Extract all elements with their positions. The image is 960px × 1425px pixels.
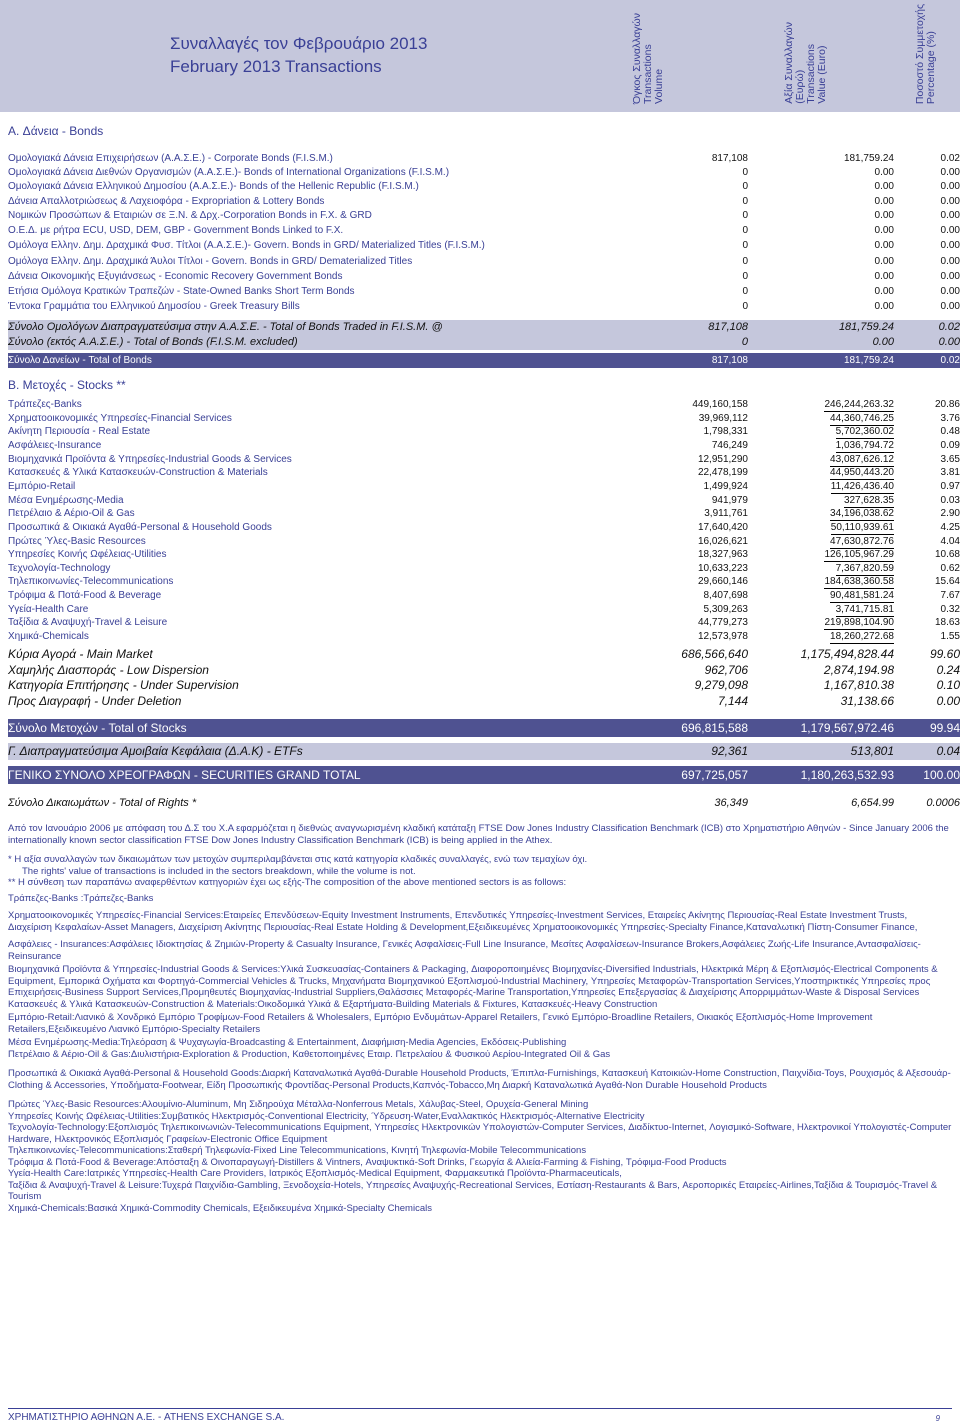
row-percentage: 3.65 — [940, 454, 960, 465]
row-volume: 0 — [742, 196, 748, 207]
row-label: Ασφάλειες-Insurance — [8, 440, 102, 451]
stock-sector-row — [8, 425, 960, 438]
row-percentage: 0.00 — [940, 181, 960, 192]
row-volume: 0 — [742, 210, 748, 221]
bonds-total-row — [8, 353, 960, 368]
stock-sector-row — [8, 575, 960, 588]
row-volume: 0 — [742, 286, 748, 297]
stock-sector-row — [8, 616, 960, 629]
stock-sector-row — [8, 535, 960, 548]
row-percentage: 0.00 — [938, 336, 960, 348]
sector-personal: Προσωπικά & Οικιακά Αγαθά-Personal & Household Goods:Διαρκή Καταναλωτικά Αγαθά-Durable Household Products, Έπιπλα-Furnishings, Κατασκευή Κατοικιών-Home Construction, Παιχνίδια-Toys, Ρουχισμός & Αξεσουάρ-Clothing & Accessories, Υποδήματα-Footwear, Είδη Προσωπικής Φροντίδας-Personal Products,Καπνός-Tobacco,Μη Διαρκή Καταναλωτικά Αγαθά-Non Durable Household Products — [8, 1068, 951, 1091]
row-percentage: 0.03 — [940, 495, 960, 506]
row-percentage: 0.97 — [940, 481, 960, 492]
row-percentage: 20.86 — [934, 399, 960, 410]
row-value: 2,874,194.98 — [823, 663, 894, 677]
row-percentage: 3.76 — [940, 413, 960, 424]
row-label: Σύνολο Δανείων - Total of Bonds — [8, 355, 152, 366]
row-value: 1,167,810.38 — [823, 678, 894, 692]
row-label: Υπηρεσίες Κοινής Ωφέλειας-Utilities — [8, 549, 167, 560]
row-volume: 44,779,273 — [697, 617, 748, 628]
row-volume: 817,108 — [711, 153, 748, 164]
row-value: 219,898,104.90 — [824, 617, 894, 628]
row-volume: 817,108 — [708, 321, 748, 333]
sector-chemicals: Χημικά-Chemicals:Βασικά Χημικά-Commodity Chemicals, Εξειδικευμένα Χημικά-Specialty Chemicals — [8, 1202, 432, 1214]
row-volume: 0 — [742, 256, 748, 267]
stock-sector-row — [8, 412, 960, 425]
stock-sector-row — [8, 521, 960, 534]
row-value: 0.00 — [874, 210, 894, 221]
bond-row — [8, 239, 960, 252]
page-title — [170, 32, 427, 78]
row-percentage: 7.67 — [940, 590, 960, 601]
row-volume: 0 — [742, 225, 748, 236]
row-percentage: 15.64 — [934, 576, 960, 587]
row-value: 31,138.66 — [840, 694, 894, 708]
row-value: 0.00 — [874, 167, 894, 178]
row-value: 5,702,360.02 — [835, 426, 894, 437]
row-percentage: 1.55 — [940, 631, 960, 642]
row-percentage: 0.62 — [940, 563, 960, 574]
row-volume: 0 — [742, 301, 748, 312]
footer-text: ΧΡΗΜΑΤΙΣΤΗΡΙΟ ΑΘΗΝΩΝ Α.Ε. - ATHENS EXCHANGE S.A. — [8, 1412, 285, 1423]
row-label: Χημικά-Chemicals — [8, 631, 89, 642]
bonds-traded-row — [8, 320, 960, 335]
row-percentage: 0.00 — [940, 167, 960, 178]
row-volume: 7,144 — [717, 694, 748, 708]
note-composition: ** Η σύνθεση των παραπάνω αναφερθέντων κατηγοριών έχει ως εξής-The composition of the above mentioned sectors is as follows: — [8, 877, 567, 888]
row-label: Γ. Διαπραγματεύσιμα Αμοιβαία Κεφάλαια (Δ.Α.Κ) - ETFs — [8, 744, 303, 758]
sector-health: Υγεία-Health Care:Ιατρικές Υπηρεσίες-Health Care Providers, Ιατρικός Εξοπλισμός-Medical Equipment, Φαρμακευτικά Προϊόντα-Pharmaceuticals, — [8, 1168, 622, 1179]
row-volume: 697,725,057 — [681, 768, 748, 782]
row-label: Ετήσια Ομόλογα Κρατικών Τραπεζών - State-Owned Banks Short Term Bonds — [8, 286, 355, 297]
row-value: 126,105,967.29 — [824, 549, 894, 560]
row-percentage: 2.90 — [940, 508, 960, 519]
stock-sector-row — [8, 494, 960, 507]
row-label: Τεχνολογία-Technology — [8, 563, 111, 574]
notes-block — [8, 823, 952, 1214]
row-volume: 10,633,223 — [697, 563, 748, 574]
sector-financial: Χρηματοοικονομικές Υπηρεσίες-Financial Services:Εταιρείες Επενδύσεων-Equity Investment Instruments, Επενδυτικές Υπηρεσίες-Investment Services, Εταιρείες Ακίνητης Περιουσίας-Real Estate Investment Trusts, Διαχείριση Κεφαλαίων-Asset Managers, Διαχείριση Ακίνητης Περιουσίας-Real Estate Holding & Development,Εξειδικευμένες Χρηματοοικονομικές Υπηρεσίες-Specialty Finance,Καταναλωτική Πίστη-Consumer Finance, — [8, 910, 918, 933]
row-label: Προς Διαγραφή - Under Deletion — [8, 694, 182, 708]
row-label: Χαμηλής Διασποράς - Low Dispersion — [8, 663, 209, 677]
note-rights-en: The rights' value of transactions is included in the sectors breakdown, while the volume is not. — [22, 865, 416, 877]
bond-row — [8, 255, 960, 268]
row-value: 44,360,746.25 — [830, 413, 894, 424]
row-label: Δάνεια Οικονομικής Εξυγιάνσεως - Economic Recovery Government Bonds — [8, 271, 343, 282]
row-volume: 5,309,263 — [703, 604, 748, 615]
row-label: Δάνεια Απαλλοτριώσεως & Λαχειοφόρα - Expropriation & Lottery Bonds — [8, 196, 325, 207]
row-value: 3,741,715.81 — [835, 604, 894, 615]
row-value: 18,260,272.68 — [830, 631, 894, 642]
row-percentage: 0.48 — [940, 426, 960, 437]
row-volume: 449,160,158 — [692, 399, 748, 410]
row-percentage: 0.10 — [936, 678, 960, 692]
row-percentage: 99.60 — [929, 647, 960, 661]
bond-row — [8, 152, 960, 165]
column-header-value: Αξία Συναλλαγών (Ευρώ) Transactions Value (Euro) — [783, 22, 828, 104]
sector-banks: Τράπεζες-Banks :Τράπεζες-Banks — [8, 892, 154, 904]
footer-rule — [8, 1408, 952, 1409]
row-label: Ταξίδια & Αναψυχή-Travel & Leisure — [8, 617, 168, 628]
row-percentage: 0.00 — [940, 286, 960, 297]
etfs-row — [8, 743, 960, 760]
row-volume: 962,706 — [704, 663, 748, 677]
row-label: Εμπόριο-Retail — [8, 481, 76, 492]
row-percentage: 0.00 — [940, 210, 960, 221]
row-label: Πρώτες Ύλες-Basic Resources — [8, 536, 146, 547]
stock-sector-row — [8, 398, 960, 411]
row-value: 0.00 — [874, 240, 894, 251]
title-greek: Συναλλαγές τον Φεβρουάριο 2013 — [170, 34, 428, 53]
row-percentage: 0.02 — [938, 321, 960, 333]
row-volume: 1,499,924 — [703, 481, 748, 492]
row-volume: 0 — [741, 336, 748, 348]
market-row — [8, 694, 960, 709]
stock-sector-row — [8, 603, 960, 616]
row-label: Μέσα Ενημέρωσης-Media — [8, 495, 124, 506]
sector-technology: Τεχνολογία-Technology:Εξοπλισμός Τηλεπικοινωνιών-Telecommunications Equipment, Υπηρεσίες Ηλεκτρονικών Υπολογιστών-Computer Services, Διαδίκτυο-Internet, Λογισμικό-Software, Ηλεκτρονικοί Υπολογιστές-Computer Hardware, Ηλεκτρονικός Εξοπλισμός Γραφείων-Electronic Office Equipment — [8, 1122, 952, 1145]
row-volume: 16,026,621 — [697, 536, 748, 547]
row-percentage: 0.02 — [940, 355, 960, 366]
sector-travel: Ταξίδια & Αναψυχή-Travel & Leisure:Τυχερά Παιχνίδια-Gambling, Ξενοδοχεία-Hotels, Υπηρεσίες Αναψυχής-Recreational Services, Εστίαση-Restaurants & Bars, Αεροπορικές Εταιρείες-Airlines,Ταξίδια & Τουρισμός-Travel & Tourism — [8, 1179, 938, 1202]
row-label: Σύνολο (εκτός Α.Α.Σ.Ε.) - Total of Bonds (F.I.S.M. excluded) — [8, 336, 298, 348]
row-volume: 8,407,698 — [703, 590, 748, 601]
note-icb: Από τον Ιανουάριο 2006 με απόφαση του Δ.Σ του Χ.Α εφαρμόζεται η διεθνώς αναγνωρισμένη κλαδική κατάταξη FTSE Dow Jones Industry Classification Benchmark (ICB) στο Χρηματιστήριο Αθηνών - Since January 2006 the internationally known sector classification FTSE Dow Jones Industry Classification Benchmark (ICB) is being applied in the Athex. — [8, 823, 949, 846]
row-label: Σύνολο Ομολόγων Διαπραγματεύσιμα στην Α.Α.Σ.Ε. - Total of Bonds Traded in F.I.S.M. @ — [8, 321, 443, 333]
row-volume: 36,349 — [714, 797, 748, 809]
row-percentage: 0.02 — [940, 153, 960, 164]
row-volume: 686,566,640 — [681, 647, 748, 661]
row-label: Σύνολο Μετοχών - Total of Stocks — [8, 721, 187, 735]
section-b-heading: B. Μετοχές - Stocks ** — [8, 378, 126, 392]
row-volume: 696,815,588 — [681, 721, 748, 735]
row-label: Κατασκευές & Υλικά Κατασκευών-Construction & Materials — [8, 467, 268, 478]
row-value: 0.00 — [874, 256, 894, 267]
row-volume: 17,640,420 — [697, 522, 748, 533]
row-percentage: 0.00 — [940, 271, 960, 282]
row-label: Υγεία-Health Care — [8, 604, 89, 615]
bond-row — [8, 180, 960, 193]
row-value: 181,759.24 — [843, 153, 894, 164]
row-value: 1,180,263,532.93 — [800, 768, 894, 782]
row-label: Πετρέλαιο & Αέριο-Oil & Gas — [8, 508, 135, 519]
stock-sector-row — [8, 466, 960, 479]
stock-sector-row — [8, 480, 960, 493]
row-volume: 746,249 — [711, 440, 748, 451]
row-percentage: 0.00 — [940, 256, 960, 267]
sector-construction: Κατασκευές & Υλικά Κατασκευών-Construction & Materials:Οικοδομικά Υλικά & Εξαρτήματα-Building Materials & Fixtures, Κατασκευές-Heavy Construction — [8, 998, 658, 1010]
row-volume: 0 — [742, 181, 748, 192]
row-value: 184,638,360.58 — [824, 576, 894, 587]
row-value: 90,481,581.24 — [830, 590, 894, 601]
row-value: 0.00 — [874, 181, 894, 192]
title-english: February 2013 Transactions — [170, 57, 382, 76]
row-value: 6,654.99 — [851, 797, 894, 809]
sector-media: Μέσα Ενημέρωσης-Media:Τηλεόραση & Ψυχαγωγία-Broadcasting & Entertainment, Διαφήμιση-Media Agencies, Εκδόσεις-Publishing — [8, 1037, 567, 1048]
row-value: 1,036,794.72 — [835, 440, 894, 451]
market-row — [8, 678, 960, 693]
row-percentage: 0.00 — [940, 240, 960, 251]
sector-telecom: Τηλεπικοινωνίες-Telecommunications:Σταθερή Τηλεφωνία-Fixed Line Telecommunications, Κινητή Τηλεφωνία-Mobile Telecommunications — [8, 1145, 587, 1156]
row-volume: 0 — [742, 271, 748, 282]
row-label: Ακίνητη Περιουσία - Real Estate — [8, 426, 151, 437]
row-label: Χρηματοοικονομικές Υπηρεσίες-Financial Services — [8, 413, 232, 424]
row-value: 47,630,872.76 — [830, 536, 894, 547]
row-percentage: 0.32 — [940, 604, 960, 615]
row-label: Ομόλογα Ελλην. Δημ. Δραχμικά Φυσ. Τίτλοι (Α.Α.Σ.Ε.)- Govern. Bonds in GRD/ Materialized Titles (F.I.S.M.) — [8, 240, 485, 251]
row-value: 11,426,436.40 — [830, 481, 894, 492]
stock-sector-row — [8, 548, 960, 561]
row-label: Ομολογιακά Δάνεια Επιχειρήσεων (Α.Α.Σ.Ε.) - Corporate Bonds (F.I.S.M.) — [8, 153, 333, 164]
row-value: 50,110,939.61 — [830, 522, 894, 533]
row-volume: 92,361 — [711, 744, 748, 758]
row-volume: 29,660,146 — [697, 576, 748, 587]
row-volume: 941,979 — [711, 495, 748, 506]
row-label: Τηλεπικοινωνίες-Telecommunications — [8, 576, 174, 587]
row-label: Βιομηχανικά Προϊόντα & Υπηρεσίες-Industrial Goods & Services — [8, 454, 292, 465]
column-header-volume: Όγκος Συναλλαγών Transactions Volume — [631, 13, 665, 104]
stock-sector-row — [8, 453, 960, 466]
row-volume: 817,108 — [711, 355, 748, 366]
stocks-total-row — [8, 719, 960, 737]
row-percentage: 4.25 — [940, 522, 960, 533]
sector-insurance: Ασφάλειες - Insurances:Ασφάλειες Ιδιοκτησίας & Ζημιών-Property & Casualty Insurance, Γενικές Ασφαλίσεις-Full Line Insurance, Μεσίτες Ασφαλίσεων-Insurance Brokers,Ασφάλειες Ζωής-Life Insurance,Αντασφαλίσεις-Reinsurance — [8, 939, 921, 962]
row-value: 43,087,626.12 — [830, 454, 894, 465]
market-row — [8, 663, 960, 678]
sector-basic: Πρώτες Ύλες-Basic Resources:Αλουμίνιο-Aluminum, Μη Σιδηρούχα Μέταλλα-Nonferrous Metals, Χάλυβας-Steel, Ορυχεία-General Mining — [8, 1099, 589, 1110]
row-volume: 3,911,761 — [704, 508, 748, 519]
row-value: 44,950,443.20 — [830, 467, 894, 478]
sector-industrial: Βιομηχανικά Προϊόντα & Υπηρεσίες-Industrial Goods & Services:Υλικά Συσκευασίας-Containers & Packaging, Διαφοροποιημένες Βιομηχανίες-Diversified Industrials, Ηλεκτρικά Μέρη & Εξοπλισμός-Electrical Components & Equipment, Εμπορικά Οχήματα και Φορτηγά-Commercial Vehicles & Trucks, Μηχανήματα Βιομηχανικού Εξοπλισμού-Industrial Machinery, Υπηρεσίες Μεταφορών-Transportation Services,Υποστηρικτικές Υπηρεσίες προς Επιχειρήσεις-Business Support Services,Προμηθευτές Βιομηχανίας-Industrial Suppliers,Θαλάσσιες Μεταφορές-Marine Transportation,Υπηρεσίες Επεξεργασίας & Διαχείρισης Απορριμμάτων-Waste & Disposal Services — [8, 964, 938, 998]
bond-row — [8, 285, 960, 298]
row-label: Κατηγορία Επιτήρησης - Under Supervision — [8, 678, 239, 692]
row-percentage: 0.0006 — [926, 797, 960, 809]
section-a-heading: A. Δάνεια - Bonds — [8, 124, 104, 138]
stock-sector-row — [8, 562, 960, 575]
row-volume: 12,573,978 — [697, 631, 748, 642]
bond-row — [8, 300, 960, 313]
row-volume: 12,951,290 — [697, 454, 748, 465]
row-percentage: 0.09 — [940, 440, 960, 451]
note-rights-gr: * Η αξία συναλλαγών των δικαιωμάτων των μετοχών συμπεριλαμβάνεται στις κατά κατηγορία κλαδικές συναλλαγές, ενώ των τεμαχίων όχι. — [8, 854, 588, 865]
row-label: ΓΕΝΙΚΟ ΣΥΝΟΛΟ ΧΡΕΟΓΡΑΦΩΝ - SECURITIES GRAND TOTAL — [8, 768, 361, 782]
grand-total-row — [8, 766, 960, 784]
row-value: 0.00 — [874, 196, 894, 207]
row-percentage: 100.00 — [923, 768, 960, 782]
row-value: 0.00 — [874, 225, 894, 236]
row-value: 0.00 — [874, 271, 894, 282]
rights-row — [8, 796, 960, 811]
row-volume: 18,327,963 — [697, 549, 748, 560]
row-volume: 22,478,199 — [697, 467, 748, 478]
row-value: 0.00 — [874, 301, 894, 312]
stock-sector-row — [8, 507, 960, 520]
row-value: 34,196,038.62 — [830, 508, 894, 519]
bonds-excluded-row — [8, 335, 960, 350]
column-header-percentage: Ποσοστό Συμμετοχής Percentage (%) — [914, 3, 937, 104]
row-value: 181,759.24 — [843, 355, 894, 366]
stock-sector-row — [8, 630, 960, 643]
row-value: 1,179,567,972.46 — [800, 721, 894, 735]
row-percentage: 99.94 — [929, 721, 960, 735]
row-label: Κύρια Αγορά - Main Market — [8, 647, 153, 661]
bond-row — [8, 195, 960, 208]
row-label: Τράπεζες-Banks — [8, 399, 82, 410]
sector-retail: Εμπόριο-Retail:Λιανικό & Χονδρικό Εμπόριο Τροφίμων-Food Retailers & Wholesalers, Εμπόριο Ενδυμάτων-Apparel Retailers, Γενικό Εμπόριο-Broadline Retailers, Οικιακός Εξοπλισμός-Home Improvement Retailers,Εξειδικευμένο Λιανικό Εμπόριο-Specialty Retailers — [8, 1012, 873, 1035]
row-percentage: 0.00 — [936, 694, 960, 708]
row-label: Τρόφιμα & Ποτά-Food & Beverage — [8, 590, 162, 601]
row-value: 327,628.35 — [843, 495, 894, 506]
row-percentage: 0.04 — [936, 744, 960, 758]
row-label: Σύνολο Δικαιωμάτων - Total of Rights * — [8, 797, 197, 809]
row-label: Προσωπικά & Οικιακά Αγαθά-Personal & Household Goods — [8, 522, 272, 533]
row-value: 246,244,263.32 — [824, 399, 894, 410]
row-percentage: 0.00 — [940, 196, 960, 207]
market-row — [8, 647, 960, 662]
row-label: Ομολογιακά Δάνεια Διεθνών Οργανισμών (Α.Α.Σ.Ε.)- Bonds of International Organizations (F.I.S.M.) — [8, 167, 450, 178]
row-percentage: 0.24 — [936, 663, 960, 677]
row-percentage: 0.00 — [940, 301, 960, 312]
row-volume: 0 — [742, 167, 748, 178]
bond-row — [8, 224, 960, 237]
row-volume: 1,798,331 — [703, 426, 748, 437]
bond-row — [8, 209, 960, 222]
row-percentage: 0.00 — [940, 225, 960, 236]
bond-row — [8, 270, 960, 283]
row-value: 513,801 — [850, 744, 894, 758]
row-value: 0.00 — [874, 286, 894, 297]
page-header — [0, 0, 960, 112]
row-percentage: 10.68 — [934, 549, 960, 560]
row-volume: 9,279,098 — [694, 678, 748, 692]
row-value: 0.00 — [872, 336, 894, 348]
row-percentage: 3.81 — [940, 467, 960, 478]
sector-oil: Πετρέλαιο & Αέριο-Oil & Gas:Διυλιστήρια-Exploration & Production, Καθετοποιημένες Εταιρ. Πετρελαίου & Φυσικού Αερίου-Integrated Oil & Gas — [8, 1048, 611, 1060]
row-percentage: 4.04 — [940, 536, 960, 547]
row-percentage: 18.63 — [934, 617, 960, 628]
row-value: 181,759.24 — [838, 321, 894, 333]
stock-sector-row — [8, 589, 960, 602]
row-label: Ομολογιακά Δάνεια Ελληνικού Δημοσίου (Α.Α.Σ.Ε.)- Bonds of the Hellenic Republic (F.I.S.M.) — [8, 181, 419, 192]
row-label: Έντοκα Γραμμάτια του Ελληνικού Δημοσίου - Greek Treasury Bills — [8, 301, 300, 312]
bond-row — [8, 166, 960, 179]
page-number: 9 — [935, 1414, 940, 1423]
row-label: Νομικών Προσώπων & Εταιριών σε Ξ.Ν. & Δρχ.-Corporation Bonds in F.X. & GRD — [8, 210, 372, 221]
row-value: 1,175,494,828.44 — [800, 647, 894, 661]
sector-food: Τρόφιμα & Ποτά-Food & Beverage:Απόσταξη & Οινοπαραγωγή-Distillers & Vintners, Αναψυκτικά-Soft Drinks, Γεωργία & Αλιεία-Farming & Fishing, Τρόφιμα-Food Products — [8, 1156, 727, 1168]
row-volume: 0 — [742, 240, 748, 251]
sector-utilities: Υπηρεσίες Κοινής Ωφέλειας-Utilities:Συμβατικός Ηλεκτρισμός-Conventional Electricity, Ύδρευση-Water,Εναλλακτικός Ηλεκτρισμός-Alternative Electricity — [8, 1110, 645, 1122]
row-value: 7,367,820.59 — [835, 563, 894, 574]
row-volume: 39,969,112 — [698, 413, 748, 424]
row-label: Ο.Ε.Δ. με ρήτρα ECU, USD, DEM, GBP - Government Bonds Linked to F.X. — [8, 225, 344, 236]
stock-sector-row — [8, 439, 960, 452]
row-label: Ομόλογα Ελλην. Δημ. Δραχμικά Άυλοι Τίτλοι - Govern. Bonds in GRD/ Dematerialized Titles — [8, 256, 413, 267]
